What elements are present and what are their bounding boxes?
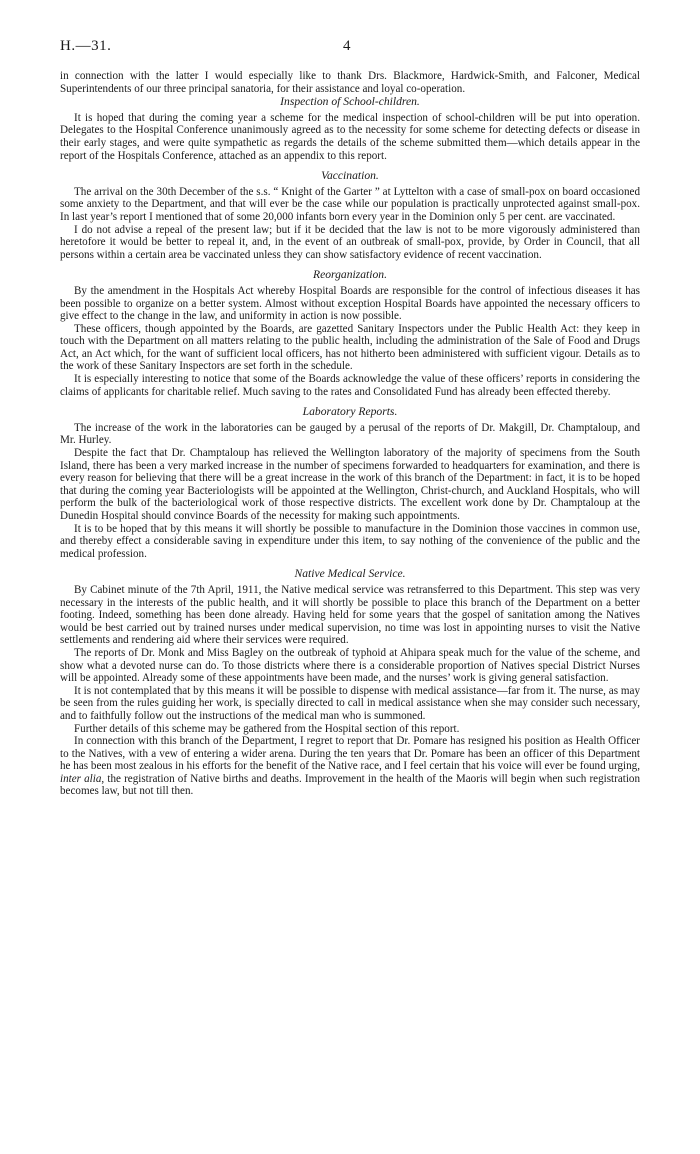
vaccination-section [60,170,640,261]
reorganization-section [60,269,640,398]
latin-phrase: inter alia [60,772,102,785]
page-body [60,70,640,798]
text-run: , the registration of Native births and deaths. Improvement in the health of the Maoris will begin when such registration becomes law, but not till then. [60,772,641,798]
paragraph: The reports of Dr. Monk and Miss Bagley on the outbreak of typhoid at Ahipara speak much for the value of the scheme, and show what a devoted nurse can do. To those districts where there is a considerable proportion of Natives special District Nurses will be appointed. Already some of these appointments have been made, and the nurses’ work is giving general satisfaction. [60,646,640,685]
text-run: In connection with this branch of the Department, I regret to report that Dr. Pomare has resigned his position as Health Officer to the Natives, with a vew of entering a wider arena. During the ten years that Dr. Pomare has been an officer of this Department he has been most zealous in his efforts for the benefit of the Native race, and I feel certain that his voice will ever be found urging, [60,735,640,773]
paragraph: in connection with the latter I would especially like to thank Drs. Blackmore, Hardwick-Smith, and Falconer, Medical Superintendents of our three principal sanatoria, for their assistance and loyal co-operation. [60,70,640,95]
paragraph: It is hoped that during the coming year a scheme for the medical inspection of school-children will be put into operation. Delegates to the Hospital Conference unanimously agreed as to the necessity for some scheme for detecting defects or disease in their early stages, and were quite sympathetic as regards the details of the scheme submitted them—which details appear in the report of the Hospitals Conference, attached as an appendix to this report. [60,111,640,162]
paragraph: These officers, though appointed by the Boards, are gazetted Sanitary Inspectors under the Public Health Act: they keep in touch with the Department on all matters relating to the public health, including the administration of the Sale of Food and Drugs Act, an Act which, for the want of sufficient local officers, has not hitherto been administered with sufficient vigour. Details as to the work of these Sanitary Inspectors are set forth in the schedule. [60,322,640,373]
paragraph: It is to be hoped that by this means it will shortly be possible to manufacture in the Dominion those vaccines in common use, and thereby effect a considerable saving in expenditure under this item, to say nothing of the convenience of the public and the medical profession. [60,522,640,560]
page-header [60,38,640,60]
page-number: 4 [343,38,351,54]
native-medical-section [60,568,640,798]
paragraph: It is not contemplated that by this means it will be possible to dispense with medical assistance—far from it. The nurse, as may be seen from the rules guiding her work, is specially directed to call in medical assistance when she may consider such necessary, and to faithfully follow out the instructions of the medical man who is summoned. [60,684,640,722]
section-heading-native-medical: Native Medical Service. [294,567,406,581]
paragraph: The arrival on the 30th December of the s.s. “ Knight of the Garter ” at Lyttelton with a case of small-pox on board occasioned some anxiety to the Department, and that will ever be the case while our population is practically unprotected against small-pox. In last year’s report I mentioned that of some 20,000 infants born every year in the Dominion only 5 per cent. are vaccinated. [60,185,640,223]
paragraph: By Cabinet minute of the 7th April, 1911, the Native medical service was retransferred to this Department. This step was very necessary in the interests of the public health, and it will shortly be possible to place this branch of the Department on a better footing. Indeed, something has been done already. Having held for some years that the gospel of sanitation among the Natives would be best carried out by trained nurses under medical supervision, no time was lost in appointing nurses to visit the Native settlements and rendering aid where their services were required. [60,583,640,647]
document-reference: H.—31. [60,38,112,54]
section-heading-reorganization: Reorganization. [313,268,387,282]
paragraph: I do not advise a repeal of the present law; but if it be decided that the law is not to be more vigorously administered than heretofore it would be better to repeal it, and, in the event of an outbreak of small-pox, provide, by Order in Council, that all persons within a certain area be vaccinated unless they can show satisfactory evidence of recent vaccination. [60,223,640,261]
intro-section [60,70,640,95]
paragraph [60,735,640,798]
school-children-section [60,96,640,162]
section-heading-laboratory: Laboratory Reports. [302,405,398,419]
paragraph: It is especially interesting to notice that some of the Boards acknowledge the value of these officers’ reports in considering the claims of applicants for charitable relief. Much saving to the rates and Consolidated Fund has already been effected thereby. [60,373,640,398]
paragraph: The increase of the work in the laboratories can be gauged by a perusal of the reports of Dr. Makgill, Dr. Champtaloup, and Mr. Hurley. [60,421,640,447]
section-heading-vaccination: Vaccination. [321,169,379,183]
laboratory-section [60,406,640,560]
section-heading-school-children: Inspection of School-children. [280,95,420,109]
paragraph: By the amendment in the Hospitals Act whereby Hospital Boards are responsible for the control of infectious diseases it has been possible to organize on a better system. Almost without exception Hospital Boards have appointed the necessary officers to give effect to the change in the law, and uniformity in action is now possible. [60,284,640,323]
paragraph: Despite the fact that Dr. Champtaloup has relieved the Wellington laboratory of the majority of specimens from the South Island, there has been a very marked increase in the number of specimens forwarded to headquarters for examination, and there is every reason for believing that there will be a great increase in the work of this branch of the Department: in fact, it is to be hoped that during the coming year Bacteriologists will be appointed at the Wellington, Christ-church, and Auckland Hospitals, who will perform the bulk of the bacteriological work of those respective districts. The excellent work done by Dr. Champtaloup at the Dunedin Hospital should convince Boards of the necessity for making such appointments. [60,447,640,522]
paragraph: Further details of this scheme may be gathered from the Hospital section of this report. [74,722,460,735]
